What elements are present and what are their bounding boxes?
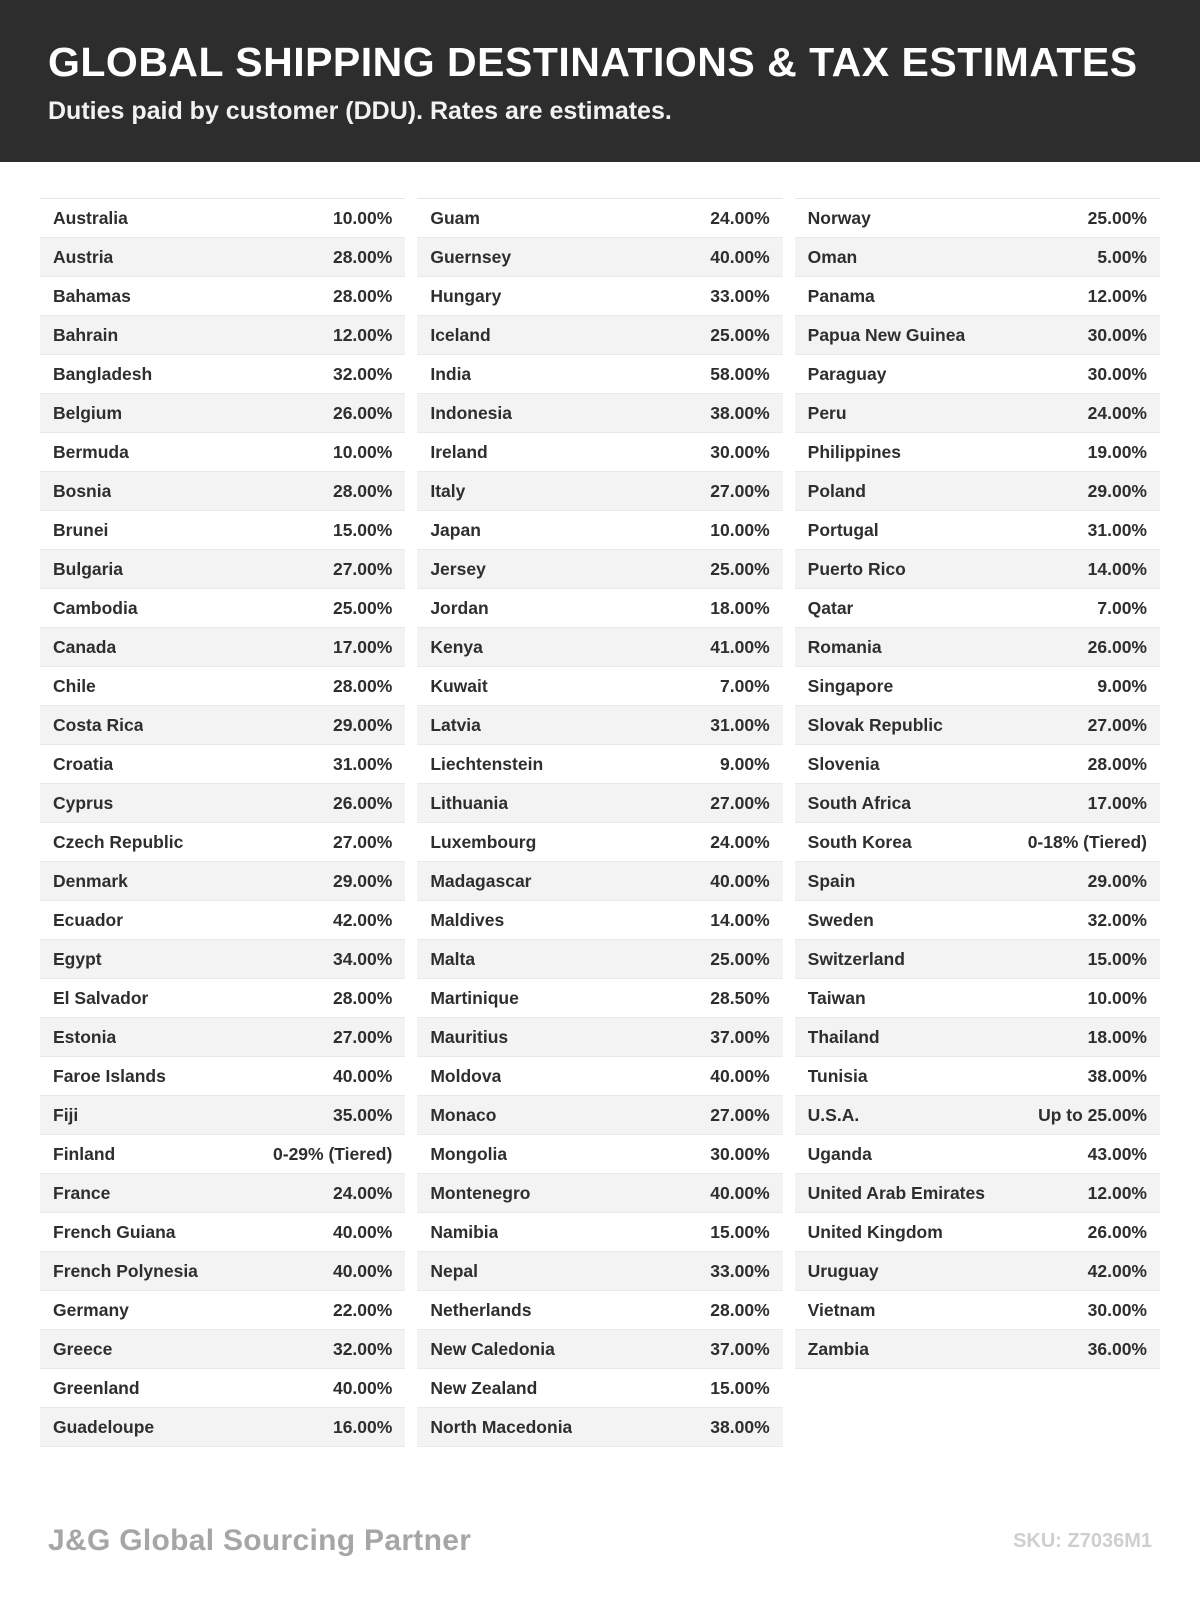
tax-rate: 10.00% (332, 441, 393, 462)
table-row (417, 862, 782, 901)
table-row (795, 589, 1160, 628)
country-name: Cambodia (53, 597, 138, 618)
tax-rate: 30.00% (710, 441, 770, 462)
tax-rate: 40.00% (332, 1260, 393, 1281)
tax-rate: 27.00% (710, 792, 770, 813)
tax-rate: 43.00% (1087, 1143, 1147, 1164)
country-name: Greece (53, 1338, 113, 1359)
table-row (417, 1096, 782, 1135)
table-row (417, 1408, 782, 1447)
table-row (417, 1330, 782, 1369)
country-name: Montenegro (430, 1182, 531, 1203)
tax-rate: 27.00% (332, 1026, 393, 1047)
tax-rate: 9.00% (720, 753, 770, 774)
page-title: GLOBAL SHIPPING DESTINATIONS & TAX ESTIMATES (48, 39, 1138, 85)
tax-rate: 30.00% (1087, 363, 1147, 384)
country-name: Croatia (53, 753, 114, 774)
tax-rate: 31.00% (1087, 519, 1147, 540)
tax-rate: 7.00% (720, 675, 770, 696)
country-name: Ecuador (53, 909, 124, 930)
tax-rate: 29.00% (1087, 870, 1147, 891)
tax-rate: 40.00% (332, 1065, 393, 1086)
tax-rate: 37.00% (710, 1338, 770, 1359)
tax-rate: 30.00% (1087, 1299, 1147, 1320)
table-row (40, 238, 405, 277)
country-name: Oman (807, 246, 858, 267)
country-name: Monaco (430, 1104, 497, 1125)
table-row (40, 745, 405, 784)
tax-rate: 33.00% (710, 1260, 770, 1281)
table-row (795, 745, 1160, 784)
country-name: Norway (807, 207, 871, 228)
table-row (417, 1369, 782, 1408)
country-name: Poland (807, 480, 866, 501)
tax-rate: 40.00% (332, 1377, 393, 1398)
country-name: Maldives (430, 909, 505, 930)
tax-rate: 28.00% (332, 246, 393, 267)
tax-rate: 10.00% (710, 519, 770, 540)
tax-rate: 22.00% (332, 1299, 393, 1320)
country-name: Belgium (53, 402, 123, 423)
table-row (417, 745, 782, 784)
country-name: India (430, 363, 472, 384)
table-row (417, 979, 782, 1018)
table-row (417, 940, 782, 979)
tax-rate: 40.00% (332, 1221, 393, 1242)
country-name: Fiji (53, 1104, 79, 1125)
table-row (40, 511, 405, 550)
country-name: Taiwan (807, 987, 866, 1008)
country-name: Mauritius (430, 1026, 509, 1047)
country-name: Australia (53, 207, 128, 228)
table-row (40, 1213, 405, 1252)
country-name: South Korea (807, 831, 912, 852)
table-row (417, 511, 782, 550)
table-row (417, 472, 782, 511)
table-row (417, 1213, 782, 1252)
table-row (40, 1135, 405, 1174)
tax-rate: 37.00% (710, 1026, 770, 1047)
table-row (795, 433, 1160, 472)
tax-rate: 29.00% (332, 870, 393, 891)
country-name: Bahrain (53, 324, 119, 345)
table-row (795, 1057, 1160, 1096)
country-name: Lithuania (430, 792, 509, 813)
tax-rate: 27.00% (332, 831, 393, 852)
tax-rate: Up to 25.00% (1038, 1104, 1147, 1125)
tax-rate: 0-29% (Tiered) (273, 1143, 393, 1164)
tax-rate: 38.00% (1087, 1065, 1147, 1086)
country-name: French Guiana (53, 1221, 176, 1242)
table-row (40, 862, 405, 901)
table-row (40, 394, 405, 433)
tax-rate: 32.00% (332, 1338, 393, 1359)
table-row (417, 277, 782, 316)
table-row (417, 550, 782, 589)
country-name: Paraguay (807, 363, 887, 384)
country-name: Costa Rica (53, 714, 144, 735)
country-name: Portugal (807, 519, 879, 540)
table-row (795, 1213, 1160, 1252)
rate-column-2 (417, 198, 782, 1447)
table-row (40, 784, 405, 823)
table-row (417, 394, 782, 433)
country-name: Papua New Guinea (807, 324, 966, 345)
table-row (417, 589, 782, 628)
tax-rate: 25.00% (710, 324, 770, 345)
country-name: Chile (53, 675, 96, 696)
table-row (417, 316, 782, 355)
table-row (795, 823, 1160, 862)
tax-rate: 17.00% (332, 636, 393, 657)
table-row (795, 550, 1160, 589)
tax-rate: 40.00% (710, 1065, 770, 1086)
rate-column-3 (795, 198, 1160, 1369)
tax-rate: 28.00% (332, 987, 393, 1008)
country-name: Tunisia (807, 1065, 868, 1086)
tax-rate: 18.00% (1087, 1026, 1147, 1047)
country-name: Latvia (430, 714, 481, 735)
tax-rate: 24.00% (710, 207, 770, 228)
tax-rate: 12.00% (1087, 285, 1147, 306)
tax-rate: 34.00% (332, 948, 393, 969)
table-row (40, 940, 405, 979)
country-name: Finland (53, 1143, 116, 1164)
country-name: Thailand (807, 1026, 880, 1047)
table-row (417, 1291, 782, 1330)
country-name: Cyprus (53, 792, 114, 813)
tax-rate: 31.00% (332, 753, 393, 774)
tax-rate: 7.00% (1097, 597, 1147, 618)
country-name: Bosnia (53, 480, 112, 501)
table-row (40, 667, 405, 706)
tax-rate: 15.00% (710, 1221, 770, 1242)
table-row (40, 277, 405, 316)
table-row (40, 472, 405, 511)
country-name: Greenland (53, 1377, 140, 1398)
table-row (417, 355, 782, 394)
country-name: Hungary (430, 285, 502, 306)
tax-rate: 32.00% (332, 363, 393, 384)
country-name: Luxembourg (430, 831, 537, 852)
table-row (795, 199, 1160, 238)
country-name: El Salvador (53, 987, 149, 1008)
tax-rate: 32.00% (1087, 909, 1147, 930)
country-name: Japan (430, 519, 481, 540)
tax-rate: 40.00% (710, 870, 770, 891)
tax-rate: 24.00% (1087, 402, 1147, 423)
tax-rate: 28.50% (710, 987, 770, 1008)
tax-rate: 26.00% (332, 402, 393, 423)
tax-rate: 38.00% (710, 1416, 770, 1437)
country-name: Guadeloupe (53, 1416, 155, 1437)
table-row (40, 550, 405, 589)
table-row (417, 1252, 782, 1291)
country-name: Jordan (430, 597, 489, 618)
tax-rate: 42.00% (1087, 1260, 1147, 1281)
table-row (417, 706, 782, 745)
tax-rate: 19.00% (1087, 441, 1147, 462)
country-name: French Polynesia (53, 1260, 198, 1281)
tax-rate: 15.00% (710, 1377, 770, 1398)
tax-rate: 28.00% (332, 675, 393, 696)
table-row (40, 316, 405, 355)
country-name: Moldova (430, 1065, 502, 1086)
tax-rate: 26.00% (332, 792, 393, 813)
tax-rate: 28.00% (332, 480, 393, 501)
tax-rate: 35.00% (332, 1104, 393, 1125)
country-name: Philippines (807, 441, 902, 462)
country-name: United Arab Emirates (807, 1182, 985, 1203)
country-name: Kuwait (430, 675, 488, 696)
tax-rate: 42.00% (332, 909, 393, 930)
tax-rate: 33.00% (710, 285, 770, 306)
table-row (40, 199, 405, 238)
tax-rate: 14.00% (710, 909, 770, 930)
country-name: Bulgaria (53, 558, 124, 579)
tax-rate: 26.00% (1087, 1221, 1147, 1242)
country-name: Guernsey (430, 246, 512, 267)
tax-rate: 25.00% (710, 558, 770, 579)
country-name: U.S.A. (807, 1104, 860, 1125)
country-name: New Caledonia (430, 1338, 555, 1359)
table-row (40, 433, 405, 472)
tax-rate: 10.00% (332, 207, 393, 228)
tax-rate: 14.00% (1087, 558, 1147, 579)
table-row (417, 199, 782, 238)
country-name: Slovak Republic (807, 714, 943, 735)
table-row (40, 589, 405, 628)
tax-rate: 0-18% (Tiered) (1027, 831, 1147, 852)
tax-rate: 5.00% (1097, 246, 1147, 267)
table-row (417, 667, 782, 706)
table-row (795, 940, 1160, 979)
tax-rate: 36.00% (1087, 1338, 1147, 1359)
table-row (795, 1096, 1160, 1135)
table-row (795, 316, 1160, 355)
table-row (417, 901, 782, 940)
country-name: Sweden (807, 909, 874, 930)
table-row (40, 1018, 405, 1057)
tax-rate: 9.00% (1097, 675, 1147, 696)
tax-rate: 30.00% (1087, 324, 1147, 345)
tax-rate: 28.00% (710, 1299, 770, 1320)
country-name: North Macedonia (430, 1416, 573, 1437)
country-name: New Zealand (430, 1377, 538, 1398)
country-name: Vietnam (807, 1299, 876, 1320)
country-name: Romania (807, 636, 882, 657)
tax-rate: 30.00% (710, 1143, 770, 1164)
tax-rate: 24.00% (332, 1182, 393, 1203)
tax-rate: 27.00% (332, 558, 393, 579)
country-name: Uruguay (807, 1260, 879, 1281)
tax-rate: 29.00% (1087, 480, 1147, 501)
tax-rate: 15.00% (1087, 948, 1147, 969)
page-footer (0, 1484, 1200, 1600)
table-row (417, 784, 782, 823)
tax-rate: 31.00% (710, 714, 770, 735)
tax-rate: 25.00% (1087, 207, 1147, 228)
table-row (795, 1291, 1160, 1330)
tax-rate: 18.00% (710, 597, 770, 618)
country-name: Netherlands (430, 1299, 532, 1320)
country-name: Mongolia (430, 1143, 508, 1164)
tax-rate: 24.00% (710, 831, 770, 852)
table-row (417, 1174, 782, 1213)
table-row (795, 784, 1160, 823)
tax-rate: 10.00% (1087, 987, 1147, 1008)
table-row (795, 901, 1160, 940)
country-name: Brunei (53, 519, 109, 540)
tax-rate: 40.00% (710, 1182, 770, 1203)
tax-rate: 40.00% (710, 246, 770, 267)
country-name: Egypt (53, 948, 102, 969)
country-name: Qatar (807, 597, 854, 618)
table-row (795, 277, 1160, 316)
country-name: Jersey (430, 558, 486, 579)
country-name: France (53, 1182, 111, 1203)
table-row (417, 1057, 782, 1096)
tax-rate: 27.00% (710, 480, 770, 501)
country-name: Bermuda (53, 441, 129, 462)
country-name: Spain (807, 870, 856, 891)
table-row (40, 1291, 405, 1330)
country-name: Kenya (430, 636, 483, 657)
country-name: Panama (807, 285, 875, 306)
table-row (795, 1018, 1160, 1057)
table-row (417, 823, 782, 862)
country-name: Austria (53, 246, 114, 267)
country-name: South Africa (807, 792, 912, 813)
country-name: Bahamas (53, 285, 131, 306)
table-row (795, 1330, 1160, 1369)
tax-rate: 29.00% (332, 714, 393, 735)
country-name: Namibia (430, 1221, 499, 1242)
country-name: Estonia (53, 1026, 117, 1047)
country-name: Malta (430, 948, 476, 969)
table-row (795, 472, 1160, 511)
country-name: Singapore (807, 675, 894, 696)
page-header (0, 0, 1200, 162)
country-name: Nepal (430, 1260, 478, 1281)
table-row (795, 1252, 1160, 1291)
table-row (417, 1018, 782, 1057)
country-name: Guam (430, 207, 480, 228)
table-row (40, 355, 405, 394)
table-row (417, 238, 782, 277)
table-row (795, 511, 1160, 550)
table-row (40, 628, 405, 667)
country-name: Martinique (430, 987, 519, 1008)
country-name: Uganda (807, 1143, 872, 1164)
tax-rate-table (0, 162, 1200, 1447)
country-name: Indonesia (430, 402, 513, 423)
country-name: Faroe Islands (53, 1065, 166, 1086)
rate-column-1 (40, 198, 405, 1447)
table-row (40, 1408, 405, 1447)
table-row (40, 901, 405, 940)
country-name: Liechtenstein (430, 753, 544, 774)
table-row (40, 706, 405, 745)
tax-rate: 15.00% (332, 519, 393, 540)
table-row (795, 862, 1160, 901)
table-row (795, 355, 1160, 394)
tax-rate: 12.00% (332, 324, 393, 345)
country-name: Madagascar (430, 870, 532, 891)
country-name: Bangladesh (53, 363, 153, 384)
tax-rate: 12.00% (1087, 1182, 1147, 1203)
country-name: Italy (430, 480, 466, 501)
table-row (40, 1096, 405, 1135)
tax-rate: 58.00% (710, 363, 770, 384)
tax-rate: 27.00% (1087, 714, 1147, 735)
table-row (40, 1057, 405, 1096)
table-row (417, 628, 782, 667)
country-name: Czech Republic (53, 831, 184, 852)
table-row (795, 628, 1160, 667)
table-row (795, 667, 1160, 706)
tax-rate: 41.00% (710, 636, 770, 657)
tax-rate: 28.00% (1087, 753, 1147, 774)
tax-rate: 17.00% (1087, 792, 1147, 813)
table-row (795, 394, 1160, 433)
table-row (417, 433, 782, 472)
table-row (40, 1330, 405, 1369)
table-row (40, 823, 405, 862)
page-subtitle: Duties paid by customer (DDU). Rates are estimates. (48, 97, 672, 126)
tax-rate: 25.00% (332, 597, 393, 618)
country-name: Switzerland (807, 948, 905, 969)
tax-rate: 28.00% (332, 285, 393, 306)
country-name: Slovenia (807, 753, 880, 774)
brand-name: J&G Global Sourcing Partner (48, 1524, 472, 1557)
country-name: Zambia (807, 1338, 869, 1359)
table-row (795, 1135, 1160, 1174)
tax-rate: 26.00% (1087, 636, 1147, 657)
sku-label: SKU: Z7036M1 (1013, 1529, 1152, 1552)
tax-rate: 27.00% (710, 1104, 770, 1125)
table-row (40, 979, 405, 1018)
tax-rate: 38.00% (710, 402, 770, 423)
table-row (40, 1369, 405, 1408)
country-name: Ireland (430, 441, 488, 462)
country-name: Iceland (430, 324, 491, 345)
table-row (795, 1174, 1160, 1213)
country-name: Puerto Rico (807, 558, 906, 579)
table-row (795, 238, 1160, 277)
tax-rate: 25.00% (710, 948, 770, 969)
tax-rate: 16.00% (332, 1416, 393, 1437)
country-name: Germany (53, 1299, 129, 1320)
country-name: United Kingdom (807, 1221, 943, 1242)
country-name: Denmark (53, 870, 128, 891)
table-row (795, 979, 1160, 1018)
table-row (795, 706, 1160, 745)
table-row (40, 1174, 405, 1213)
country-name: Canada (53, 636, 117, 657)
country-name: Peru (807, 402, 847, 423)
table-row (417, 1135, 782, 1174)
table-row (40, 1252, 405, 1291)
